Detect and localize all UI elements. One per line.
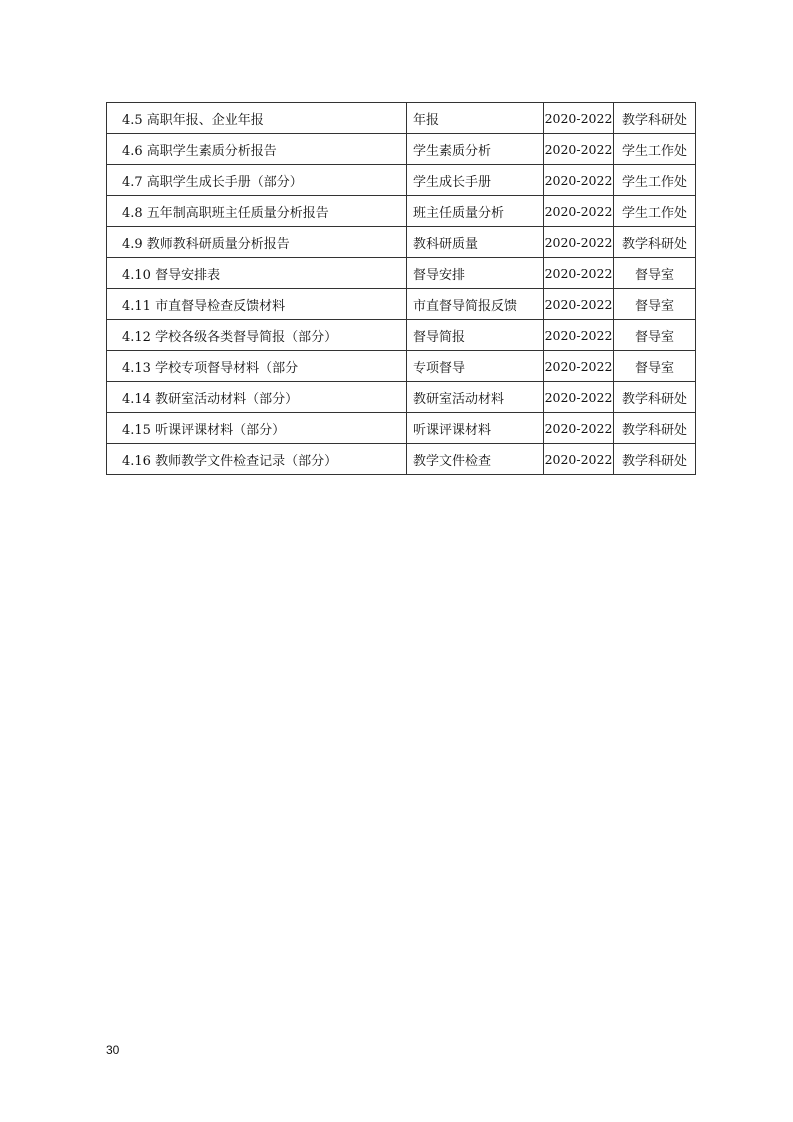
item-cell: 4.14 教研室活动材料（部分） <box>107 382 407 413</box>
item-cell: 4.5 高职年报、企业年报 <box>107 103 407 134</box>
item-cell: 4.9 教师教科研质量分析报告 <box>107 227 407 258</box>
table-row <box>107 382 696 413</box>
material-cell: 班主任质量分析 <box>407 196 544 227</box>
table-row <box>107 320 696 351</box>
department-cell: 督导室 <box>614 289 696 320</box>
years-cell: 2020-2022 <box>544 103 614 134</box>
department-cell: 学生工作处 <box>614 134 696 165</box>
department-cell: 督导室 <box>614 320 696 351</box>
department-cell: 督导室 <box>614 351 696 382</box>
department-cell: 教学科研处 <box>614 382 696 413</box>
years-cell: 2020-2022 <box>544 134 614 165</box>
table-row <box>107 351 696 382</box>
table-row <box>107 165 696 196</box>
department-cell: 督导室 <box>614 258 696 289</box>
item-cell: 4.12 学校各级各类督导简报（部分） <box>107 320 407 351</box>
department-cell: 学生工作处 <box>614 196 696 227</box>
item-cell: 4.7 高职学生成长手册（部分） <box>107 165 407 196</box>
years-cell: 2020-2022 <box>544 165 614 196</box>
material-cell: 年报 <box>407 103 544 134</box>
table-row <box>107 289 696 320</box>
department-cell: 教学科研处 <box>614 227 696 258</box>
years-cell: 2020-2022 <box>544 382 614 413</box>
material-cell: 学生成长手册 <box>407 165 544 196</box>
years-cell: 2020-2022 <box>544 258 614 289</box>
department-cell: 教学科研处 <box>614 444 696 475</box>
material-cell: 市直督导简报反馈 <box>407 289 544 320</box>
material-cell: 督导简报 <box>407 320 544 351</box>
item-cell: 4.10 督导安排表 <box>107 258 407 289</box>
department-cell: 教学科研处 <box>614 103 696 134</box>
table-row <box>107 103 696 134</box>
table-row <box>107 258 696 289</box>
years-cell: 2020-2022 <box>544 227 614 258</box>
years-cell: 2020-2022 <box>544 351 614 382</box>
item-cell: 4.6 高职学生素质分析报告 <box>107 134 407 165</box>
materials-table-body <box>107 103 696 475</box>
years-cell: 2020-2022 <box>544 444 614 475</box>
department-cell: 教学科研处 <box>614 413 696 444</box>
material-cell: 教研室活动材料 <box>407 382 544 413</box>
item-cell: 4.8 五年制高职班主任质量分析报告 <box>107 196 407 227</box>
item-cell: 4.15 听课评课材料（部分） <box>107 413 407 444</box>
table-row <box>107 134 696 165</box>
material-cell: 教科研质量 <box>407 227 544 258</box>
item-cell: 4.11 市直督导检查反馈材料 <box>107 289 407 320</box>
department-cell: 学生工作处 <box>614 165 696 196</box>
item-cell: 4.16 教师教学文件检查记录（部分） <box>107 444 407 475</box>
material-cell: 学生素质分析 <box>407 134 544 165</box>
item-cell: 4.13 学校专项督导材料（部分 <box>107 351 407 382</box>
material-cell: 教学文件检查 <box>407 444 544 475</box>
table-row <box>107 444 696 475</box>
material-cell: 专项督导 <box>407 351 544 382</box>
years-cell: 2020-2022 <box>544 196 614 227</box>
table-row <box>107 227 696 258</box>
page-number: 30 <box>106 1043 120 1057</box>
materials-table <box>106 102 696 475</box>
material-cell: 听课评课材料 <box>407 413 544 444</box>
years-cell: 2020-2022 <box>544 289 614 320</box>
table-row <box>107 413 696 444</box>
material-cell: 督导安排 <box>407 258 544 289</box>
table-row <box>107 196 696 227</box>
years-cell: 2020-2022 <box>544 413 614 444</box>
years-cell: 2020-2022 <box>544 320 614 351</box>
